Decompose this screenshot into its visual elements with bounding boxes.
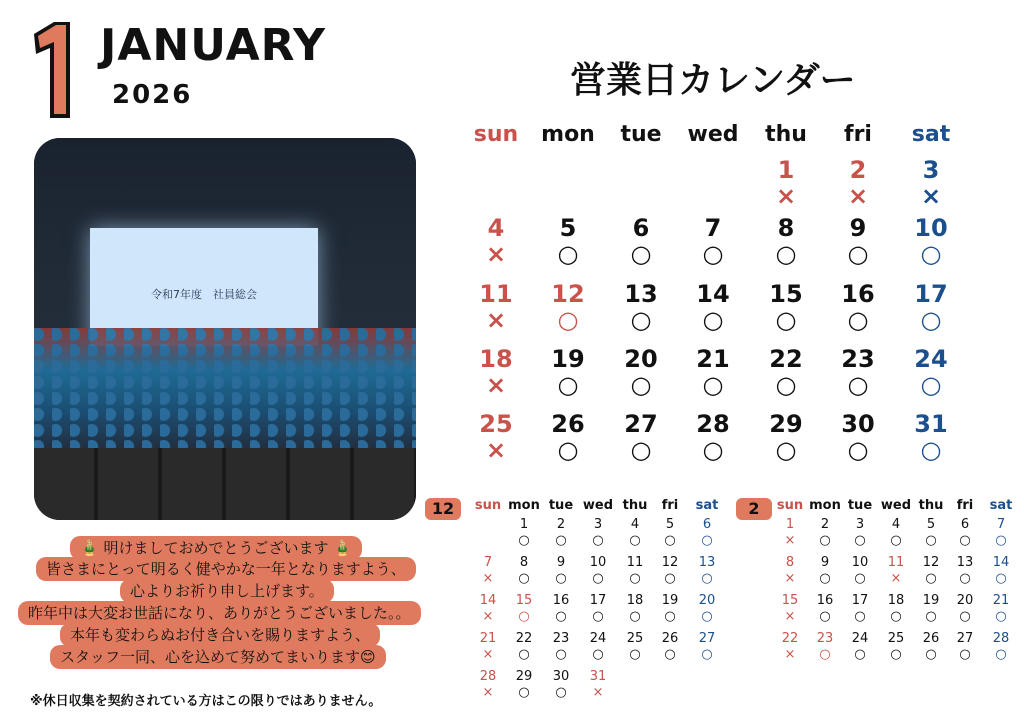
footnote: ※休日収集を契約されている方はこの限りではありません。 — [30, 694, 382, 709]
day-17: 17 — [851, 593, 869, 608]
status-mark: ○ — [890, 647, 902, 662]
status-mark: ○ — [920, 240, 942, 268]
day-1: 1 — [519, 517, 529, 532]
day-4: 4 — [630, 517, 640, 532]
status-mark: ○ — [819, 533, 831, 548]
status-mark: ○ — [775, 240, 797, 268]
status-mark: ○ — [959, 571, 971, 586]
day-9: 9 — [849, 214, 867, 242]
status-mark: ○ — [592, 571, 604, 586]
weekday-sat: sat — [989, 498, 1013, 513]
status-mark: ○ — [555, 571, 567, 586]
status-mark: ○ — [959, 533, 971, 548]
day-3: 3 — [922, 156, 940, 184]
day-27: 27 — [624, 410, 658, 438]
weekday-sun: sun — [474, 498, 502, 513]
weekday-tue: tue — [620, 122, 662, 147]
weekday-thu: thu — [765, 122, 807, 147]
day-5: 5 — [665, 517, 675, 532]
weekday-sat: sat — [695, 498, 719, 513]
status-mark: ○ — [920, 371, 942, 399]
status-mark: ○ — [701, 609, 713, 624]
day-5: 5 — [559, 214, 577, 242]
status-mark: × — [482, 571, 494, 586]
day-21: 21 — [696, 345, 730, 373]
day-6: 6 — [632, 214, 650, 242]
day-6: 6 — [702, 517, 712, 532]
day-12: 12 — [551, 280, 585, 308]
crowd — [34, 328, 416, 448]
day-8: 8 — [519, 555, 529, 570]
day-12: 12 — [922, 555, 940, 570]
month-number-graphic — [24, 14, 80, 124]
day-14: 14 — [696, 280, 730, 308]
status-mark: × — [784, 609, 796, 624]
status-mark: ○ — [925, 647, 937, 662]
weekday-fri: fri — [661, 498, 679, 513]
status-mark: ○ — [557, 240, 579, 268]
group-photo — [34, 138, 416, 520]
day-9: 9 — [820, 555, 830, 570]
year: 2026 — [112, 80, 193, 110]
message-line: 昨年中は大変お世話になり、ありがとうございました。。 — [18, 601, 421, 625]
day-25: 25 — [479, 410, 513, 438]
day-21: 21 — [992, 593, 1010, 608]
status-mark: ○ — [630, 240, 652, 268]
weekday-mon: mon — [809, 498, 841, 513]
status-mark: ○ — [557, 306, 579, 334]
status-mark: ○ — [854, 533, 866, 548]
message-line: 本年も変わらぬお付き合いを賜りますよう、 — [60, 623, 380, 647]
status-mark: × — [784, 647, 796, 662]
day-17: 17 — [914, 280, 948, 308]
day-11: 11 — [479, 280, 513, 308]
status-mark: × — [482, 647, 494, 662]
day-2: 2 — [820, 517, 830, 532]
status-mark: × — [784, 571, 796, 586]
day-8: 8 — [785, 555, 795, 570]
day-16: 16 — [841, 280, 875, 308]
day-10: 10 — [589, 555, 607, 570]
status-mark: ○ — [664, 533, 676, 548]
status-mark: ○ — [775, 306, 797, 334]
weekday-wed: wed — [880, 498, 912, 513]
day-13: 13 — [624, 280, 658, 308]
status-mark: ○ — [518, 533, 530, 548]
weekday-sat: sat — [911, 122, 951, 147]
december-badge: 12 — [425, 498, 461, 520]
status-mark: ○ — [629, 533, 641, 548]
status-mark: ○ — [557, 436, 579, 464]
weekday-tue: tue — [548, 498, 574, 513]
status-mark: ○ — [701, 647, 713, 662]
day-2: 2 — [849, 156, 867, 184]
status-mark: × — [920, 182, 942, 210]
status-mark: × — [890, 571, 902, 586]
status-mark: ○ — [995, 647, 1007, 662]
day-9: 9 — [556, 555, 566, 570]
status-mark: ○ — [557, 371, 579, 399]
status-mark: ○ — [847, 371, 869, 399]
message-line: 心よりお祈り申し上げます。 — [120, 579, 334, 603]
status-mark: ○ — [629, 647, 641, 662]
status-mark: ○ — [995, 609, 1007, 624]
status-mark: ○ — [775, 371, 797, 399]
day-19: 19 — [661, 593, 679, 608]
status-mark: ○ — [890, 533, 902, 548]
status-mark: ○ — [555, 533, 567, 548]
day-25: 25 — [626, 631, 644, 646]
day-6: 6 — [960, 517, 970, 532]
weekday-thu: thu — [622, 498, 648, 513]
day-24: 24 — [851, 631, 869, 646]
day-26: 26 — [922, 631, 940, 646]
day-11: 11 — [887, 555, 905, 570]
auditorium-seats — [34, 448, 416, 520]
status-mark: ○ — [854, 647, 866, 662]
day-15: 15 — [781, 593, 799, 608]
day-14: 14 — [992, 555, 1010, 570]
status-mark: ○ — [518, 571, 530, 586]
day-20: 20 — [624, 345, 658, 373]
status-mark: × — [485, 436, 507, 464]
status-mark: ○ — [702, 436, 724, 464]
day-28: 28 — [992, 631, 1010, 646]
status-mark: × — [775, 182, 797, 210]
day-1: 1 — [785, 517, 795, 532]
day-20: 20 — [956, 593, 974, 608]
day-7: 7 — [704, 214, 722, 242]
day-27: 27 — [956, 631, 974, 646]
day-25: 25 — [887, 631, 905, 646]
status-mark: ○ — [925, 571, 937, 586]
day-23: 23 — [816, 631, 834, 646]
day-18: 18 — [479, 345, 513, 373]
day-16: 16 — [552, 593, 570, 608]
day-23: 23 — [841, 345, 875, 373]
status-mark: ○ — [555, 609, 567, 624]
day-22: 22 — [769, 345, 803, 373]
day-14: 14 — [479, 593, 497, 608]
status-mark: ○ — [592, 647, 604, 662]
day-26: 26 — [551, 410, 585, 438]
status-mark: ○ — [995, 571, 1007, 586]
day-12: 12 — [661, 555, 679, 570]
status-mark: ○ — [518, 647, 530, 662]
status-mark: ○ — [664, 647, 676, 662]
status-mark: ○ — [854, 571, 866, 586]
status-mark: ○ — [629, 609, 641, 624]
day-13: 13 — [698, 555, 716, 570]
day-3: 3 — [593, 517, 603, 532]
status-mark: ○ — [995, 533, 1007, 548]
status-mark: ○ — [518, 609, 530, 624]
day-20: 20 — [698, 593, 716, 608]
day-3: 3 — [855, 517, 865, 532]
status-mark: ○ — [592, 533, 604, 548]
status-mark: × — [847, 182, 869, 210]
day-10: 10 — [851, 555, 869, 570]
day-27: 27 — [698, 631, 716, 646]
day-18: 18 — [626, 593, 644, 608]
status-mark: × — [482, 685, 494, 700]
status-mark: ○ — [847, 306, 869, 334]
status-mark: ○ — [518, 685, 530, 700]
status-mark: × — [485, 306, 507, 334]
status-mark: × — [485, 240, 507, 268]
day-15: 15 — [515, 593, 533, 608]
day-19: 19 — [551, 345, 585, 373]
day-28: 28 — [696, 410, 730, 438]
status-mark: × — [482, 609, 494, 624]
day-24: 24 — [914, 345, 948, 373]
day-4: 4 — [891, 517, 901, 532]
weekday-wed: wed — [582, 498, 614, 513]
day-7: 7 — [996, 517, 1006, 532]
day-28: 28 — [479, 669, 497, 684]
status-mark: ○ — [701, 533, 713, 548]
message-line: 🎍 明けましておめでとうございます 🎍 — [70, 536, 362, 560]
weekday-sun: sun — [776, 498, 804, 513]
day-1: 1 — [777, 156, 795, 184]
status-mark: × — [485, 371, 507, 399]
weekday-fri: fri — [844, 122, 872, 147]
day-29: 29 — [515, 669, 533, 684]
day-17: 17 — [589, 593, 607, 608]
status-mark: ○ — [775, 436, 797, 464]
message-line: スタッフ一同、心を込めて努めてまいります😊 — [50, 645, 386, 669]
status-mark: ○ — [555, 647, 567, 662]
screen-text: 令和7年度 社員総会 — [151, 288, 257, 301]
status-mark: ○ — [920, 306, 942, 334]
status-mark: ○ — [664, 571, 676, 586]
status-mark: ○ — [959, 647, 971, 662]
day-18: 18 — [887, 593, 905, 608]
status-mark: ○ — [702, 371, 724, 399]
day-21: 21 — [479, 631, 497, 646]
status-mark: ○ — [925, 609, 937, 624]
day-31: 31 — [914, 410, 948, 438]
status-mark: × — [592, 685, 604, 700]
day-11: 11 — [626, 555, 644, 570]
status-mark: ○ — [854, 609, 866, 624]
calendar-title: 営業日カレンダー — [570, 60, 856, 101]
status-mark: ○ — [555, 685, 567, 700]
day-10: 10 — [914, 214, 948, 242]
status-mark: ○ — [890, 609, 902, 624]
weekday-tue: tue — [847, 498, 873, 513]
weekday-wed: wed — [687, 122, 739, 147]
day-7: 7 — [483, 555, 493, 570]
weekday-fri: fri — [956, 498, 974, 513]
day-15: 15 — [769, 280, 803, 308]
status-mark: ○ — [630, 371, 652, 399]
status-mark: ○ — [702, 240, 724, 268]
day-23: 23 — [552, 631, 570, 646]
status-mark: ○ — [630, 306, 652, 334]
day-30: 30 — [552, 669, 570, 684]
weekday-mon: mon — [508, 498, 540, 513]
status-mark: ○ — [847, 240, 869, 268]
day-13: 13 — [956, 555, 974, 570]
day-22: 22 — [781, 631, 799, 646]
weekday-thu: thu — [918, 498, 944, 513]
status-mark: ○ — [630, 436, 652, 464]
day-31: 31 — [589, 669, 607, 684]
status-mark: ○ — [819, 609, 831, 624]
day-30: 30 — [841, 410, 875, 438]
day-24: 24 — [589, 631, 607, 646]
day-2: 2 — [556, 517, 566, 532]
status-mark: ○ — [629, 571, 641, 586]
february-badge: 2 — [736, 498, 772, 520]
day-26: 26 — [661, 631, 679, 646]
day-22: 22 — [515, 631, 533, 646]
day-16: 16 — [816, 593, 834, 608]
status-mark: ○ — [819, 647, 831, 662]
message-line: 皆さまにとって明るく健やかな一年となりますよう、 — [36, 557, 416, 581]
day-5: 5 — [926, 517, 936, 532]
status-mark: ○ — [701, 571, 713, 586]
day-4: 4 — [487, 214, 505, 242]
status-mark: ○ — [819, 571, 831, 586]
status-mark: ○ — [925, 533, 937, 548]
day-8: 8 — [777, 214, 795, 242]
status-mark: ○ — [664, 609, 676, 624]
status-mark: ○ — [592, 609, 604, 624]
status-mark: ○ — [847, 436, 869, 464]
status-mark: × — [784, 533, 796, 548]
day-29: 29 — [769, 410, 803, 438]
weekday-mon: mon — [541, 122, 595, 147]
status-mark: ○ — [959, 609, 971, 624]
day-19: 19 — [922, 593, 940, 608]
status-mark: ○ — [702, 306, 724, 334]
weekday-sun: sun — [473, 122, 519, 147]
month-name: JANUARY — [100, 20, 327, 71]
status-mark: ○ — [920, 436, 942, 464]
